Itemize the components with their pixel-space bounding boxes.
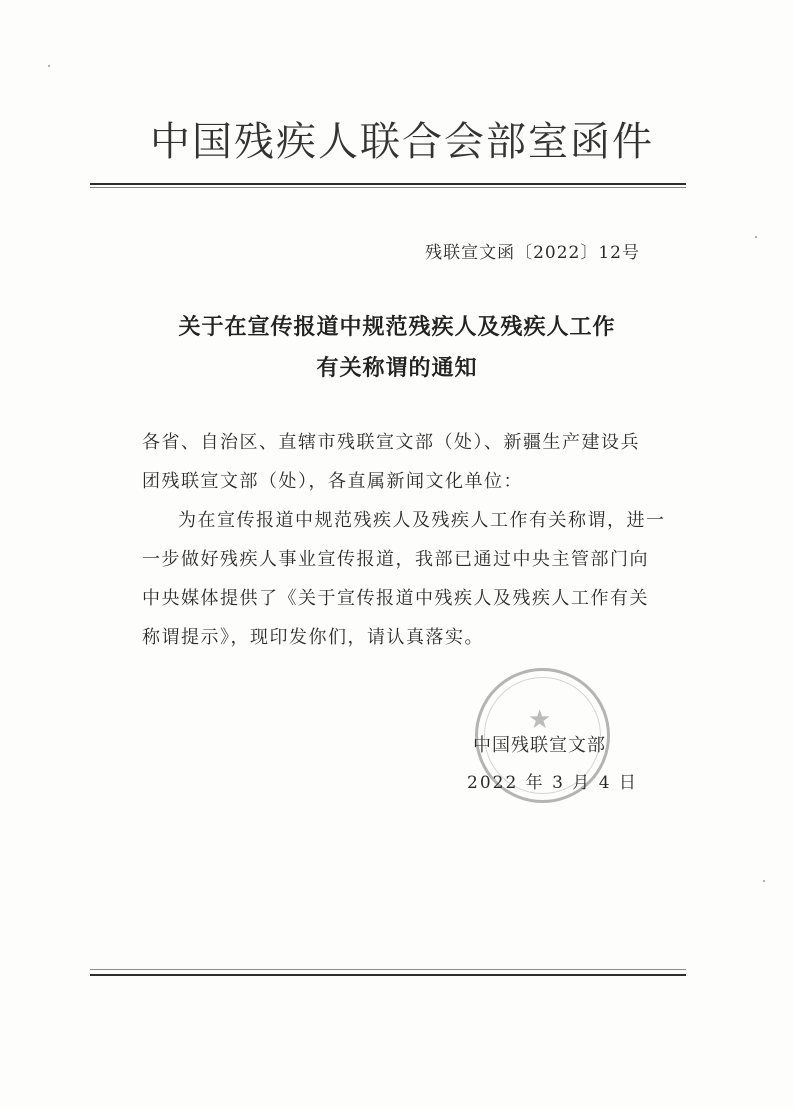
sender-name: 中国残联宣文部 bbox=[473, 735, 606, 756]
issue-date: 2022 年 3 月 4 日 bbox=[467, 773, 638, 793]
body-line-3: 为在宣传报道中规范残疾人及残疾人工作有关称谓，进一 bbox=[178, 510, 666, 531]
scan-speck bbox=[755, 236, 757, 238]
scan-speck bbox=[48, 65, 50, 67]
letterhead-rule-thick bbox=[90, 183, 686, 185]
notice-title-line-2: 有关称谓的通知 bbox=[316, 355, 478, 381]
body-line-6: 称谓提示》，现印发你们，请认真落实。 bbox=[142, 627, 484, 648]
star-icon: ★ bbox=[528, 705, 552, 735]
notice-title-line-1: 关于在宣传报道中规范残疾人及残疾人工作 bbox=[178, 314, 616, 340]
body-line-5: 中央媒体提供了《关于宣传报道中残疾人及残疾人工作有关 bbox=[142, 588, 649, 609]
document-number: 残联宣文函〔2022〕12号 bbox=[425, 243, 640, 263]
body-line-2: 团残联宣文部（处），各直属新闻文化单位： bbox=[142, 471, 523, 492]
letterhead-title: 中国残疾人联合会部室函件 bbox=[150, 119, 654, 165]
footer-rule-thin bbox=[90, 969, 686, 970]
letterhead-rule-thin bbox=[90, 187, 686, 188]
scan-speck bbox=[763, 880, 765, 882]
body-line-1: 各省、自治区、直辖市残联宣文部（处）、新疆生产建设兵 bbox=[142, 432, 640, 453]
footer-rule-thick bbox=[90, 974, 686, 976]
body-line-4: 一步做好残疾人事业宣传报道，我部已通过中央主管部门向 bbox=[142, 549, 649, 570]
